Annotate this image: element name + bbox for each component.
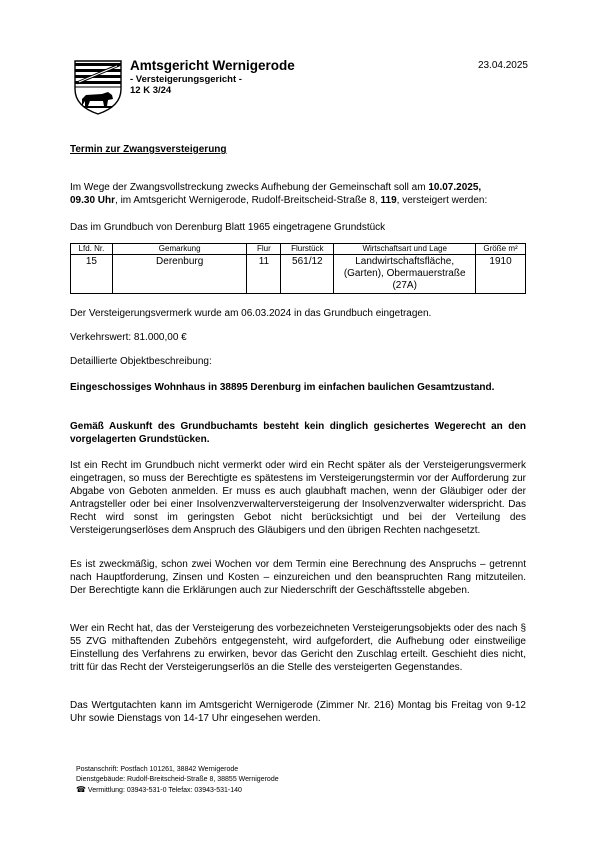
court-name: Amtsgericht Wernigerode [130, 58, 295, 73]
footer-building: Dienstgebäude: Rudolf-Breitscheid-Straße 8, 38855 Wernigerode [76, 776, 279, 783]
footer-postal: Postanschrift: Postfach 101261, 38842 Wernigerode [76, 766, 239, 773]
table-header: Gemarkung [112, 244, 247, 255]
termin-time: 09.30 Uhr [70, 195, 116, 206]
verkehrswert-line: Verkehrswert: 81.000,00 € [70, 332, 187, 343]
paragraph-widerspruch: Wer ein Recht hat, das der Versteigerung des vorbezeichneten Versteigerungsobjekts oder des nach § 55 ZVG mithaftenden Zubehörs entgegensteht, wird aufgefordert, die Aufhebung oder einstweilige Einstellung des Verfahrens zu erwirken, bevor das Gericht den Zuschlag erteilt. Geschieht dies nicht, tritt für das Recht der Versteigerungserlös an die Stelle des versteigerten Gegenstandes. [70, 623, 526, 673]
table-cell: 1910 [476, 255, 526, 294]
termin-date: 10.07.2025, [428, 182, 482, 193]
footer-phone: Vermittlung: 03943-531-0 Telefax: 03943-531-140 [87, 787, 242, 794]
grundbuch-line: Das im Grundbuch von Derenburg Blatt 1965 eingetragene Grundstück [70, 222, 386, 233]
paragraph-wertgutachten: Das Wertgutachten kann im Amtsgericht Wernigerode (Zimmer Nr. 216) Montag bis Freitag von 9-12 Uhr sowie Dienstags von 14-17 Uhr eingesehen werden. [70, 700, 526, 724]
objekt-label: Detaillierte Objektbeschreibung: [70, 356, 212, 367]
table-cell: 15 [71, 255, 113, 294]
table-header: Flur [247, 244, 281, 255]
objekt-description: Eingeschossiges Wohnhaus in 38895 Derenburg im einfachen baulichen Gesamtzustand. [70, 382, 495, 393]
paragraph-anmeldung: Ist ein Recht im Grundbuch nicht vermerkt oder wird ein Recht später als der Versteigerungsvermerk eingetragen, so muss der Berechtigte es spätestens im Versteigerungstermin vor der Aufforderung zur Abgabe von Geboten anmelden. Er muss es auch glaubhaft machen, wenn der Gläubiger oder der Antragsteller oder bei einer Insolvenzverwalterversteigerung der Insolvenzverwalter widerspricht. Das Recht wird sonst im geringsten Gebot nicht berücksichtigt und bei der Verteilung des Versteigerungserlöses dem Anspruch des Gläubigers und den übrigen Rechten nachgesetzt. [70, 460, 526, 536]
footer-phone-line [76, 785, 242, 795]
wegerecht-note: Gemäß Auskunft des Grundbuchamts besteht kein dinglich gesichertes Wegerecht an den vorgelagerten Grundstücken. [70, 421, 526, 445]
room-number: 119 [380, 195, 397, 206]
court-subtitle: - Versteigerungsgericht - [130, 74, 242, 85]
case-number: 12 K 3/24 [130, 85, 172, 96]
parcel-table [70, 243, 526, 294]
page-title: Termin zur Zwangsversteigerung [70, 144, 227, 155]
coat-of-arms-logo [72, 59, 124, 115]
table-cell: 561/12 [281, 255, 334, 294]
table-row [71, 255, 526, 294]
table-header: Lfd. Nr. [71, 244, 113, 255]
table-cell: 11 [247, 255, 281, 294]
intro-paragraph: Im Wege der Zwangsvollstreckung zwecks Aufhebung der Gemeinschaft soll am 10.07.2025, 09.30 Uhr, im Amtsgericht Wernigerode, Rudolf-Breitscheid-Straße 8, 119, versteigert werden: [70, 182, 488, 206]
table-header: Flurstück [281, 244, 334, 255]
document-date: 23.04.2025 [477, 60, 528, 71]
telephone-icon: ☎ [76, 785, 86, 794]
table-header: Größe m² [476, 244, 526, 255]
vermerk-line: Der Versteigerungsvermerk wurde am 06.03.2024 in das Grundbuch eingetragen. [70, 308, 432, 319]
table-cell: Derenburg [112, 255, 247, 294]
paragraph-berechnung: Es ist zweckmäßig, schon zwei Wochen vor dem Termin eine Berechnung des Anspruchs – getrennt nach Hauptforderung, Zinsen und Kosten – einzureichen und den beanspruchten Rang mitzuteilen. Der Berechtigte kann die Erklärungen auch zur Niederschrift der Geschäftsstelle abgeben. [70, 559, 526, 596]
table-header: Wirtschaftsart und Lage [334, 244, 476, 255]
table-header-row [71, 244, 526, 255]
table-cell: Landwirtschaftsfläche, (Garten), Obermauerstraße (27A) [334, 255, 476, 294]
